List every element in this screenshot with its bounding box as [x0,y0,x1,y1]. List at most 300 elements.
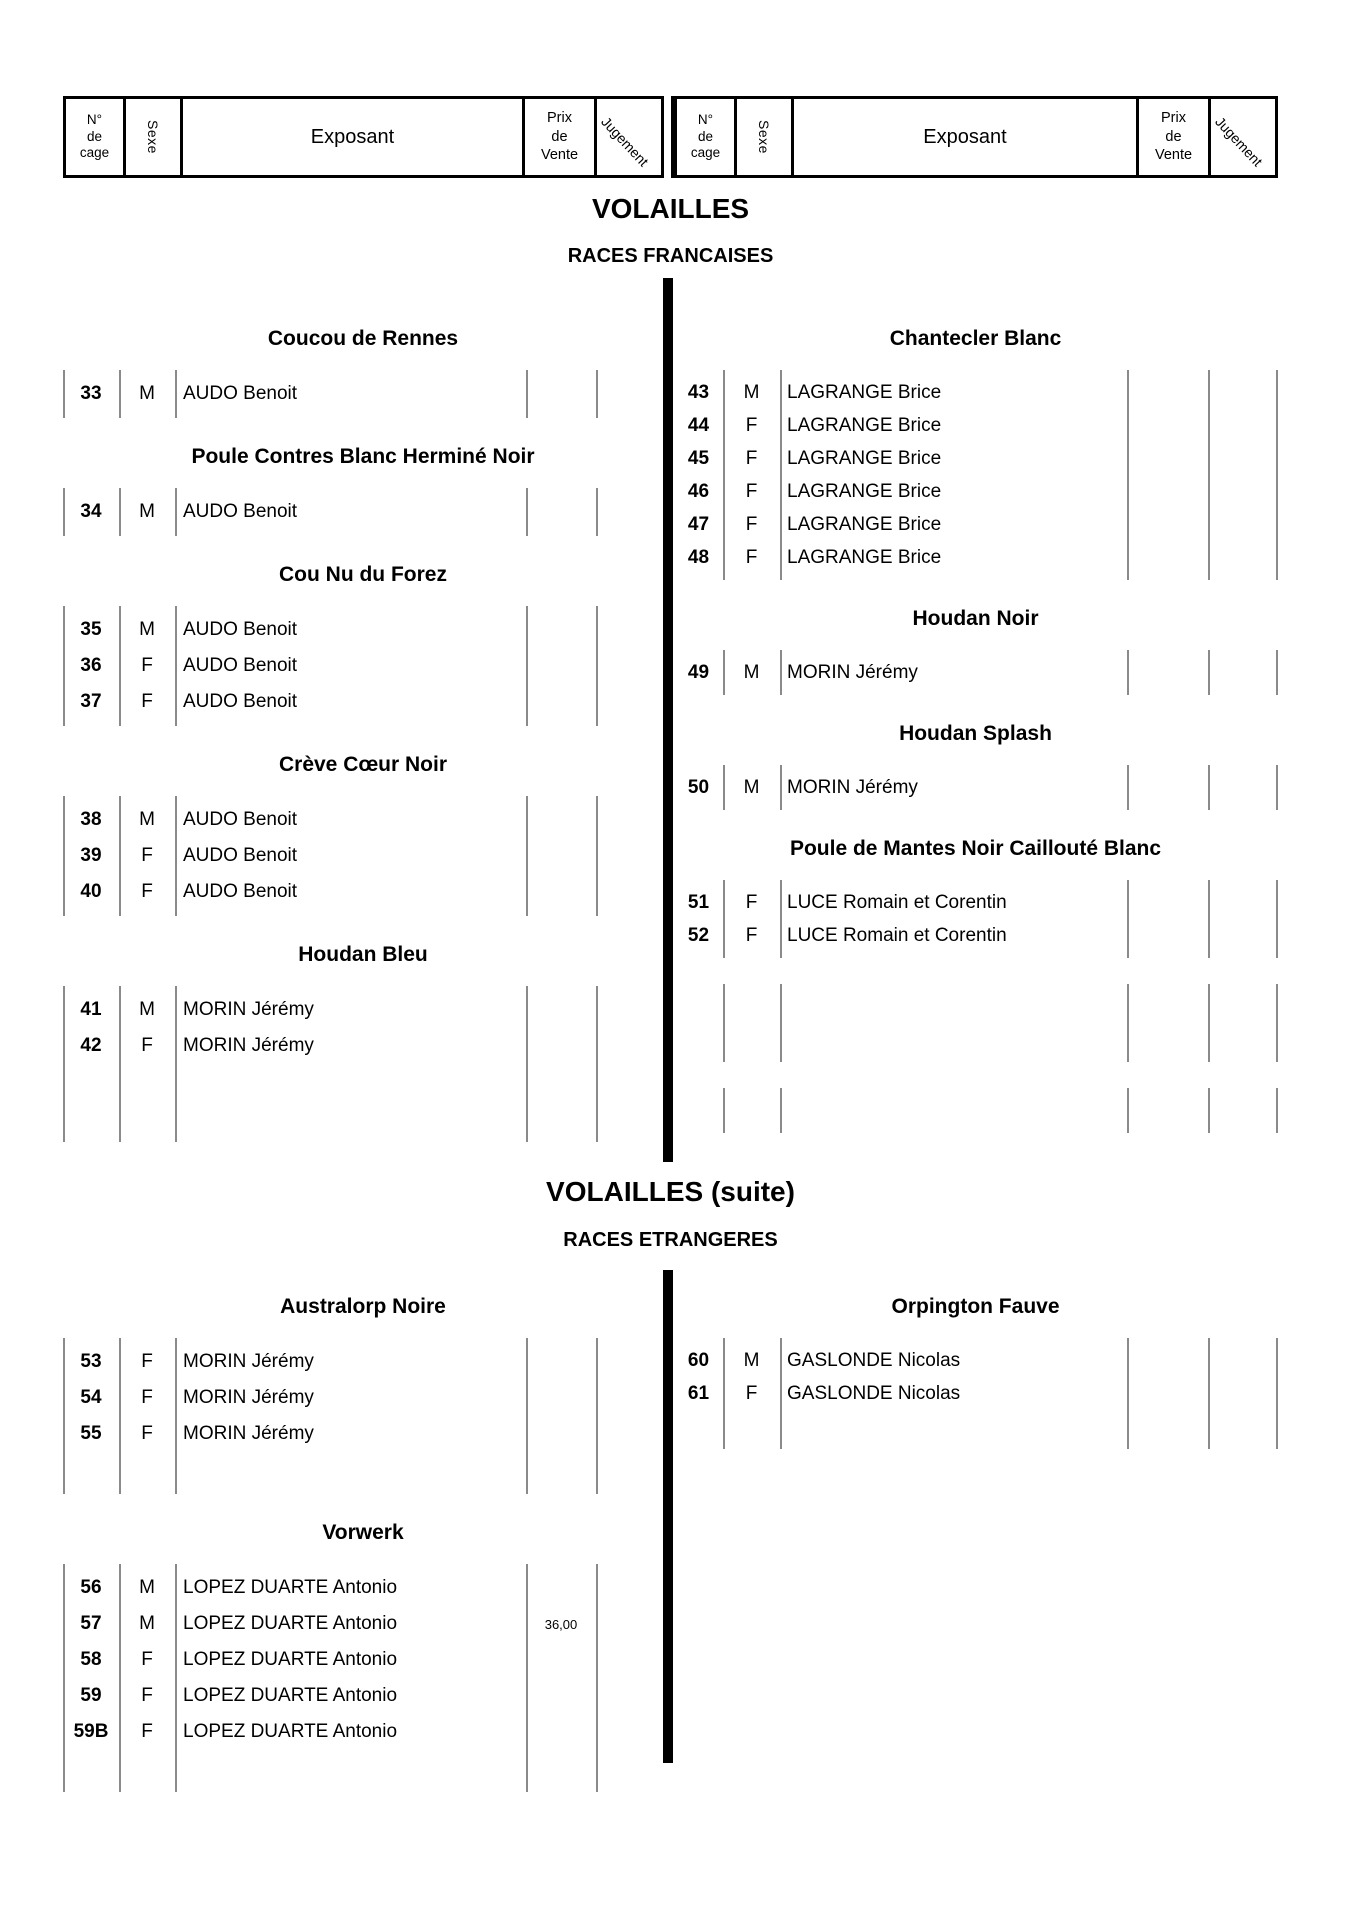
column-separator-line [526,606,528,726]
breed-block [674,721,1277,810]
breed-title: Houdan Noir [912,607,1039,630]
entry-row [63,494,663,530]
prix-cell [526,376,596,412]
cage-cell: 49 [687,661,710,683]
jugement-cell [596,1606,663,1642]
breed-title: Coucou de Rennes [267,327,459,350]
exposant-cell: AUDO Benoit [183,383,298,404]
entry-row [63,1570,663,1606]
empty-row [63,1750,663,1786]
cage-cell: 60 [687,1349,710,1371]
column-separator-line [780,370,782,580]
exposant-cell: AUDO Benoit [183,691,298,712]
prix-cell [526,1714,596,1750]
cage-cell: 42 [80,1035,102,1056]
prix-cell [1127,919,1208,952]
column-separator-line [526,1338,528,1494]
column-separator-line [1276,650,1278,695]
column-separator-line [780,650,782,695]
column-separator-line [526,986,528,1142]
cage-cell: 33 [80,383,102,404]
prix-cell [1127,886,1208,919]
column-separator-line [1127,1338,1129,1449]
exposant-cell: LOPEZ DUARTE Antonio [183,1721,398,1742]
entry-row [674,1344,1277,1377]
row-band [674,370,1277,580]
column-separator-line [596,796,598,916]
column-separator-line [175,796,177,916]
prix-cell [526,648,596,684]
sexe-cell: M [743,1349,760,1371]
sexe-cell: F [745,546,758,568]
column-separator-line [780,1338,782,1449]
column-separator-line [1127,880,1129,958]
sexe-cell: F [141,1721,153,1742]
jugement-cell [1208,1377,1277,1410]
breed-title: Poule Contres Blanc Herminé Noir [191,445,535,468]
entry-row [63,1416,663,1452]
column-separator-line [526,370,528,418]
column-separator-line [596,488,598,536]
right-column [674,278,1277,1133]
column-separator-line [723,370,725,580]
jugement-label-rotated: Jugement [1212,113,1266,170]
prix-cell [526,874,596,910]
jugement-cell [596,1570,663,1606]
entry-row [63,1642,663,1678]
exposant-cell: MORIN Jérémy [787,776,918,798]
breed-title: Australorp Noire [280,1295,446,1318]
sexe-cell: M [139,999,155,1020]
sexe-cell: F [141,1035,153,1056]
entry-row [674,656,1277,689]
column-separator-line [1208,765,1210,810]
prix-cell [1127,376,1208,409]
cage-cell: 58 [80,1649,102,1670]
sexe-cell: F [745,891,758,913]
breed-title: Poule de Mantes Noir Caillouté Blanc [789,837,1162,860]
jugement-cell [596,684,663,720]
jugement-cell [1208,541,1277,574]
column-separator-line [175,370,177,418]
row-band [674,650,1277,695]
sexe-cell: F [141,691,153,712]
exposant-cell: LAGRANGE Brice [787,513,942,535]
breed-title: Orpington Fauve [891,1295,1060,1318]
center-divider-rule [663,1270,673,1763]
jugement-cell [596,494,663,530]
prix-cell [526,684,596,720]
jugement-cell [1208,376,1277,409]
column-separator-line [526,488,528,536]
column-separator-line [596,370,598,418]
jugement-cell [1208,771,1277,804]
exposant-cell: MORIN Jérémy [183,1351,314,1372]
breed-title: Cou Nu du Forez [279,563,447,586]
jugement-cell [1208,442,1277,475]
entry-row [674,541,1277,574]
cage-cell: 56 [80,1577,102,1598]
jugement-cell [596,1380,663,1416]
exposant-cell: AUDO Benoit [183,881,298,902]
sexe-label-rotated: Sexe [144,120,161,154]
cage-cell: 52 [687,924,710,946]
column-separator-line [723,1088,725,1133]
jugement-cell [596,648,663,684]
row-band [674,765,1277,810]
column-separator-line [1276,370,1278,580]
cage-label-line: N° [86,111,103,127]
empty-row [63,1064,663,1100]
jugement-cell [596,1344,663,1380]
prix-cell [526,1028,596,1064]
prix-cell [1127,771,1208,804]
sexe-cell: F [141,845,153,866]
cage-cell: 47 [687,513,710,535]
column-separator-line [596,606,598,726]
column-separator-line [1208,370,1210,580]
exposant-cell: LOPEZ DUARTE Antonio [183,1685,398,1706]
exposant-cell: MORIN Jérémy [787,661,918,683]
header-cell-exposant [180,99,522,175]
prix-cell [526,992,596,1028]
prix-label-line: Vente [1154,147,1193,164]
column-separator-line [1127,370,1129,580]
breed-block [63,562,663,726]
sexe-cell: F [141,1387,153,1408]
breed-block [63,942,663,1142]
column-separator-line [175,986,177,1142]
column-separator-line [1276,880,1278,958]
header-cell-sexe [123,99,180,175]
exposant-cell: LAGRANGE Brice [787,414,942,436]
column-separator-line [1127,1088,1129,1133]
sexe-cell: F [141,1685,153,1706]
sexe-cell: F [745,1382,758,1404]
jugement-cell [1208,919,1277,952]
exposant-cell: MORIN Jérémy [183,1387,314,1408]
column-separator-line [723,984,725,1062]
jugement-cell [596,1416,663,1452]
column-separator-line [63,986,65,1142]
row-band [674,984,1277,1062]
breed-block [63,752,663,916]
column-separator-line [1276,1088,1278,1133]
left-column [63,278,663,1142]
prix-cell [526,838,596,874]
entry-row [63,1678,663,1714]
cage-cell: 55 [80,1423,102,1444]
breed-title: Crève Cœur Noir [278,753,448,776]
column-separator-line [780,1088,782,1133]
section-races-etrangeres [0,1270,1357,1920]
row-band [63,1564,663,1792]
prix-cell [1127,1377,1208,1410]
breed-title: Houdan Splash [899,722,1052,745]
jugement-cell [596,1714,663,1750]
entry-row [63,1380,663,1416]
sexe-cell: M [743,381,760,403]
jugement-cell [1208,886,1277,919]
row-band [674,1088,1277,1133]
sexe-cell: F [141,1423,153,1444]
exposant-cell: GASLONDE Nicolas [787,1349,961,1371]
cage-cell: 44 [687,414,710,436]
entry-row [63,992,663,1028]
column-separator-line [1208,1088,1210,1133]
exposant-cell: LAGRANGE Brice [787,381,942,403]
entry-row [674,475,1277,508]
cage-cell: 39 [80,845,102,866]
jugement-label-rotated: Jugement [598,113,652,170]
cage-cell: 35 [80,619,102,640]
entry-row [674,771,1277,804]
cage-cell: 50 [687,776,710,798]
empty-row [674,1094,1277,1127]
prix-label-line: Prix [547,109,572,126]
column-separator-line [63,1564,65,1792]
header-cell-cage-number [677,99,734,175]
prix-cell [1127,508,1208,541]
prix-label-line: de [551,128,568,145]
left-column [63,1270,663,1792]
jugement-cell [596,992,663,1028]
header-cell-jugement [1208,99,1275,175]
empty-row [63,1100,663,1136]
sexe-cell: M [139,619,155,640]
exposant-cell: LAGRANGE Brice [787,546,942,568]
entry-row [63,802,663,838]
cage-label-line: cage [79,145,110,161]
header-table-right [671,96,1278,178]
entry-row [674,409,1277,442]
exposant-cell: AUDO Benoit [183,501,298,522]
column-separator-line [596,986,598,1142]
cage-cell: 46 [687,480,710,502]
breed-block [674,326,1277,580]
column-separator-line [723,880,725,958]
column-separator-line [119,796,121,916]
breed-block [63,1294,663,1494]
jugement-cell [1208,656,1277,689]
cage-cell: 41 [80,999,102,1020]
column-separator-line [119,1564,121,1792]
column-separator-line [780,880,782,958]
sexe-cell: M [139,383,155,404]
jugement-cell [1208,508,1277,541]
entry-row [674,1377,1277,1410]
header-cell-prix [522,99,594,175]
entry-row [63,1714,663,1750]
prix-label-line: de [1165,128,1182,145]
exposant-cell: LOPEZ DUARTE Antonio [183,1577,398,1598]
column-separator-line [596,1338,598,1494]
column-separator-line [780,984,782,1062]
column-separator-line [175,488,177,536]
cage-label-line: cage [690,145,721,161]
cage-cell: 40 [80,881,102,902]
column-separator-line [119,606,121,726]
header-cell-exposant [791,99,1136,175]
exposant-cell: AUDO Benoit [183,809,298,830]
prix-cell [1127,541,1208,574]
column-separator-line [723,650,725,695]
cage-label-line: N° [697,111,714,127]
jugement-cell [1208,475,1277,508]
sexe-cell: F [141,881,153,902]
exposant-label: Exposant [923,125,1007,148]
sexe-cell: F [141,655,153,676]
column-separator-line [119,488,121,536]
empty-row [674,1023,1277,1056]
column-separator-line [723,1338,725,1449]
prix-cell [1127,475,1208,508]
jugement-cell [596,1028,663,1064]
section-title: VOLAILLES [591,193,750,224]
exposant-cell: LAGRANGE Brice [787,480,942,502]
exposant-cell: MORIN Jérémy [183,1035,314,1056]
cage-cell: 54 [80,1387,102,1408]
sexe-cell: M [139,809,155,830]
section-title: VOLAILLES (suite) [546,1176,795,1207]
cage-label-line: de [86,128,103,144]
column-separator-line [63,606,65,726]
breed-block [674,836,1277,1133]
section-subtitle: RACES FRANCAISES [567,245,774,267]
cage-cell: 37 [80,691,102,712]
cage-cell: 61 [687,1382,710,1404]
prix-cell [526,1642,596,1678]
sexe-cell: F [745,447,758,469]
jugement-cell [596,1678,663,1714]
exposant-cell: LUCE Romain et Corentin [787,891,1007,913]
row-band [63,488,663,536]
column-separator-line [63,488,65,536]
cage-cell: 38 [80,809,102,830]
sexe-cell: F [745,414,758,436]
entry-row [63,1028,663,1064]
cage-label-line: de [697,128,714,144]
column-separator-line [119,986,121,1142]
entry-row [674,376,1277,409]
breed-block [63,326,663,418]
breed-title: Vorwerk [322,1521,404,1544]
row-band [674,1338,1277,1449]
column-separator-line [119,370,121,418]
cage-cell: 36 [80,655,102,676]
header-cell-sexe [734,99,791,175]
empty-row [674,1410,1277,1443]
row-band [63,370,663,418]
entry-row [63,874,663,910]
column-separator-line [1208,984,1210,1062]
column-separator-line [1276,1338,1278,1449]
entry-row [63,612,663,648]
column-separator-line [175,1338,177,1494]
entry-row [674,508,1277,541]
entry-row [674,442,1277,475]
sexe-label-rotated: Sexe [755,120,772,154]
header-cell-jugement [594,99,661,175]
sexe-cell: M [743,661,760,683]
breed-block [63,444,663,536]
entry-row [63,376,663,412]
row-band [63,1338,663,1494]
cage-cell: 43 [687,381,710,403]
column-separator-line [780,765,782,810]
prix-cell [526,1416,596,1452]
prix-cell [526,494,596,530]
sexe-cell: M [139,501,155,522]
exposant-cell: LOPEZ DUARTE Antonio [183,1613,398,1634]
cage-cell: 59 [80,1685,102,1706]
column-separator-line [526,796,528,916]
column-separator-line [63,1338,65,1494]
entry-row [674,919,1277,952]
exposant-cell: LAGRANGE Brice [787,447,942,469]
jugement-cell [596,874,663,910]
breed-title: Houdan Bleu [298,943,428,966]
prix-cell [1127,442,1208,475]
exposant-cell: AUDO Benoit [183,655,298,676]
jugement-cell [596,802,663,838]
column-separator-line [175,1564,177,1792]
header-cell-cage-number [66,99,123,175]
prix-cell [526,1678,596,1714]
header-cell-prix [1136,99,1208,175]
cage-cell: 45 [687,447,710,469]
entry-row [63,1606,663,1642]
section-subtitle: RACES ETRANGERES [563,1229,778,1251]
jugement-cell [596,376,663,412]
prix-cell [526,1344,596,1380]
sexe-cell: M [743,776,760,798]
empty-row [63,1452,663,1488]
prix-label-line: Prix [1161,109,1186,126]
section-races-francaises [0,278,1357,1162]
column-separator-line [1276,984,1278,1062]
column-separator-line [1208,650,1210,695]
row-band [674,880,1277,958]
column-separator-line [1127,984,1129,1062]
sexe-cell: M [139,1613,155,1634]
cage-cell: 48 [687,546,710,568]
header-table-left [63,96,664,178]
row-band [63,796,663,916]
cage-cell: 59B [73,1721,109,1742]
sexe-cell: F [745,480,758,502]
cage-cell: 53 [80,1351,102,1372]
entry-row [63,648,663,684]
exposant-cell: MORIN Jérémy [183,1423,314,1444]
jugement-cell [1208,409,1277,442]
jugement-cell [596,1642,663,1678]
exposant-cell: AUDO Benoit [183,619,298,640]
exposant-cell: LUCE Romain et Corentin [787,924,1007,946]
jugement-cell [596,838,663,874]
prix-cell [1127,409,1208,442]
breed-block [674,606,1277,695]
exposant-cell: MORIN Jérémy [183,999,314,1020]
column-separator-line [596,1564,598,1792]
column-separator-line [63,796,65,916]
column-separator-line [723,765,725,810]
prix-label-line: Vente [540,147,579,164]
row-band [63,606,663,726]
column-separator-line [1127,650,1129,695]
center-divider-rule [663,278,673,1162]
jugement-cell [596,612,663,648]
